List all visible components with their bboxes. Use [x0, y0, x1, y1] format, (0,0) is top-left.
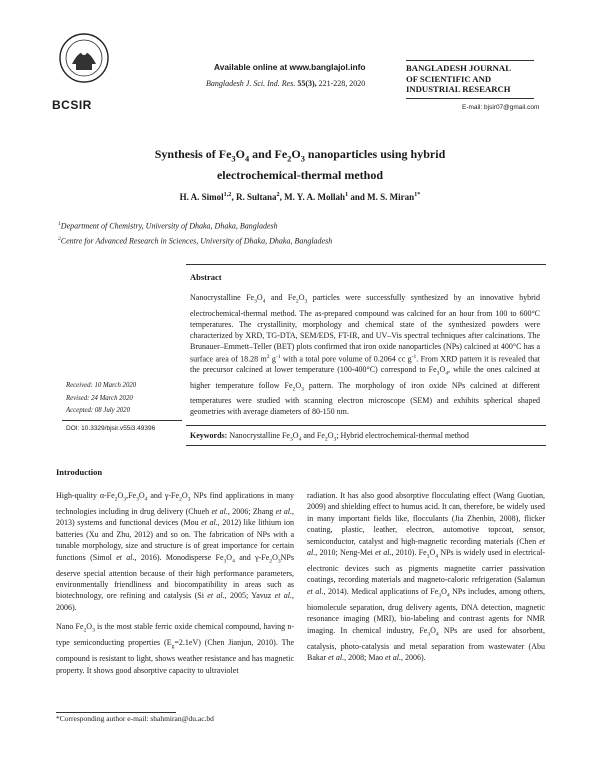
keywords: Keywords: Nanocrystalline $Fe_3O_4$ and $Fe_2O_3$; Hybrid electrochemical-thermal method [190, 431, 469, 443]
available-online-text: Available online at www.banglajol.info [214, 62, 366, 72]
journal-citation [206, 79, 365, 88]
affiliation-2: $^2$Centre for Advanced Research in Sciences, University of Dhaka, Dhaka, Bangladesh [58, 236, 333, 246]
journal-name-line: BANGLADESH JOURNAL [406, 63, 511, 73]
citation-pages: 221-228, 2020 [318, 79, 366, 88]
affiliation-1: $^1$Department of Chemistry, University of Dhaka, Dhaka, Bangladesh [58, 221, 278, 231]
intro-left-column [56, 490, 294, 684]
intro-paragraph: Nano $Fe_2O_3$ is the most stable ferric oxide chemical compound, having n- type semiconducting properties $(E_g=2.1eV)$ (Chen Jianjun, 2010). The compound is resistant to light, shows weather resistance and has magnetic property. It shows good absorptive capacity to ultraviolet [56, 622, 295, 675]
corresponding-author-footnote: *Corresponding author e-mail: shahmiran@du.ac.bd [56, 714, 214, 723]
intro-right-column [307, 490, 545, 671]
abstract-heading: Abstract [190, 272, 222, 282]
article-dates [66, 380, 136, 418]
keywords-label: Keywords: [190, 431, 228, 440]
journal-name-line: INDUSTRIAL RESEARCH [406, 84, 511, 94]
citation-volume: 55(3), [297, 79, 317, 88]
introduction-heading: Introduction [56, 467, 103, 477]
keywords-bottom-rule [186, 445, 546, 446]
article-title [0, 146, 600, 184]
keywords-top-rule [186, 425, 546, 426]
journal-name-box [406, 60, 534, 99]
publisher-name: BCSIR [52, 98, 92, 112]
dates-rule [62, 420, 182, 421]
journal-name-line: OF SCIENTIFIC AND [406, 73, 492, 84]
abstract-text: Nanocrystalline $Fe_3O_4$ and $Fe_2O_3$ particles were successfully synthesized by an innovative hybrid electrochemical-thermal method. The as-prepared compound was calcined for an hour from 100 to 600°C temperatures. The crystallinity, morphology and chemical state of the synthesized powders were characterized by XRD, TG-DTA, SEM/EDS, FT-IR, and UV–Vis spectral techniques after calcinations. The Brunauer–Emmett–Teller (BET) plots confirmed that iron oxide nanoparticles (NPs) calcined at 400°C has a surface area of 18.28 $m^2$ $g^{-1}$ with a total pore volume of 0.2064 cc $g^{-1}$. From XRD pattern it is revealed that the precursor calcined at lower temperature (100-400°C) correspond to $Fe_3O_4$, while the ones calcined at higher temperature follow $Fe_2O_3$ pattern. The morphology of iron oxide NPs calcined at different temperatures were studied with scanning electron microscope (SEM) and exhibits spherical shaped geometries with average diameters of 80-150 nm. [190, 293, 541, 417]
footnote-rule [56, 712, 176, 713]
journal-email: E-mail: bjsir07@gmail.com [462, 104, 540, 111]
author-list: H. A. Simol$^{1,2}$, R. Sultana$^2$, M. Y. A. Mollah$^1$ and M. S. Miran$^{1*}$ [179, 191, 421, 202]
doi-link[interactable]: DOI: 10.3329/bjsir.v55i3.49396 [66, 425, 156, 432]
accepted-date: Accepted: 08 July 2020 [66, 407, 130, 414]
abstract-top-rule [186, 264, 546, 265]
intro-paragraph: High-quality $\alpha-Fe_2O_3,Fe_3O_4$ and $\gamma-Fe_2O_3$ NPs find applications in many technologies including in drug delivery (Chueh et al., 2006; Zhang et al., 2013) systems and functional devices (Mou et al., 2012) like lithium ion batteries (Xu and Zhu, 2012) and so on. The fabrication of NPs with a tunable morphology, size and structure is of great importance for certain functions (Simol et al., 2016). Monodisperse $Fe_3O_4$ and $\gamma-Fe_2O_3NPs$ deserve special attention because of their high performance parameters, environmentally friendliness and biocompatibility in areas such as biotechnology, ore refining and catalysis (Si et al., 2005; Yavuz et al., 2006). [56, 491, 295, 612]
received-date: Received: 10 March 2020 [66, 382, 137, 389]
title-line-2: electrochemical-thermal method [216, 168, 384, 183]
title-line-1: Synthesis of $Fe_3O_4$ and $Fe_2O_3$ nanoparticles using hybrid [154, 147, 446, 164]
revised-date: Revised: 24 March 2020 [66, 394, 133, 402]
intro-paragraph: radiation. It has also good absorptive flocculating effect (Wang Guotian, 2009) and shielding effect to humus acid. It can, therefore, be widely used in many important fields like, flocculants (Jia Zhenbin, 2008), flicker coating, plastic, leather, electron, automotive topcoat, sensor, semiconductor, catalyst and high-magnetic recording materials (Chen et al., 2010; Neng-Mei et al., 2010). $Fe_3O_4$ NPs is widely used in electrical-electronic devices such as pigments magnetite carrier passivation coatings, recording materials and magneto-caloric refrigeration (Salamun et al., 2014). Medical applications of $Fe_3O_4$ NPs includes, among others, biomolecule separation, drug delivery agents, DNA detection, magnetic resonance imaging (MRI), bio-labeling and contrast agents for NMR imaging. In chemical industry, $Fe_3O_4$ NPs are used for absorbent, catalysis, photo-catalysis and metal separation from wastewater (Abu Bakar et al., 2008; Mao et al., 2006). [307, 491, 546, 663]
citation-journal: Bangladesh J. Sci. Ind. Res. [206, 79, 296, 88]
